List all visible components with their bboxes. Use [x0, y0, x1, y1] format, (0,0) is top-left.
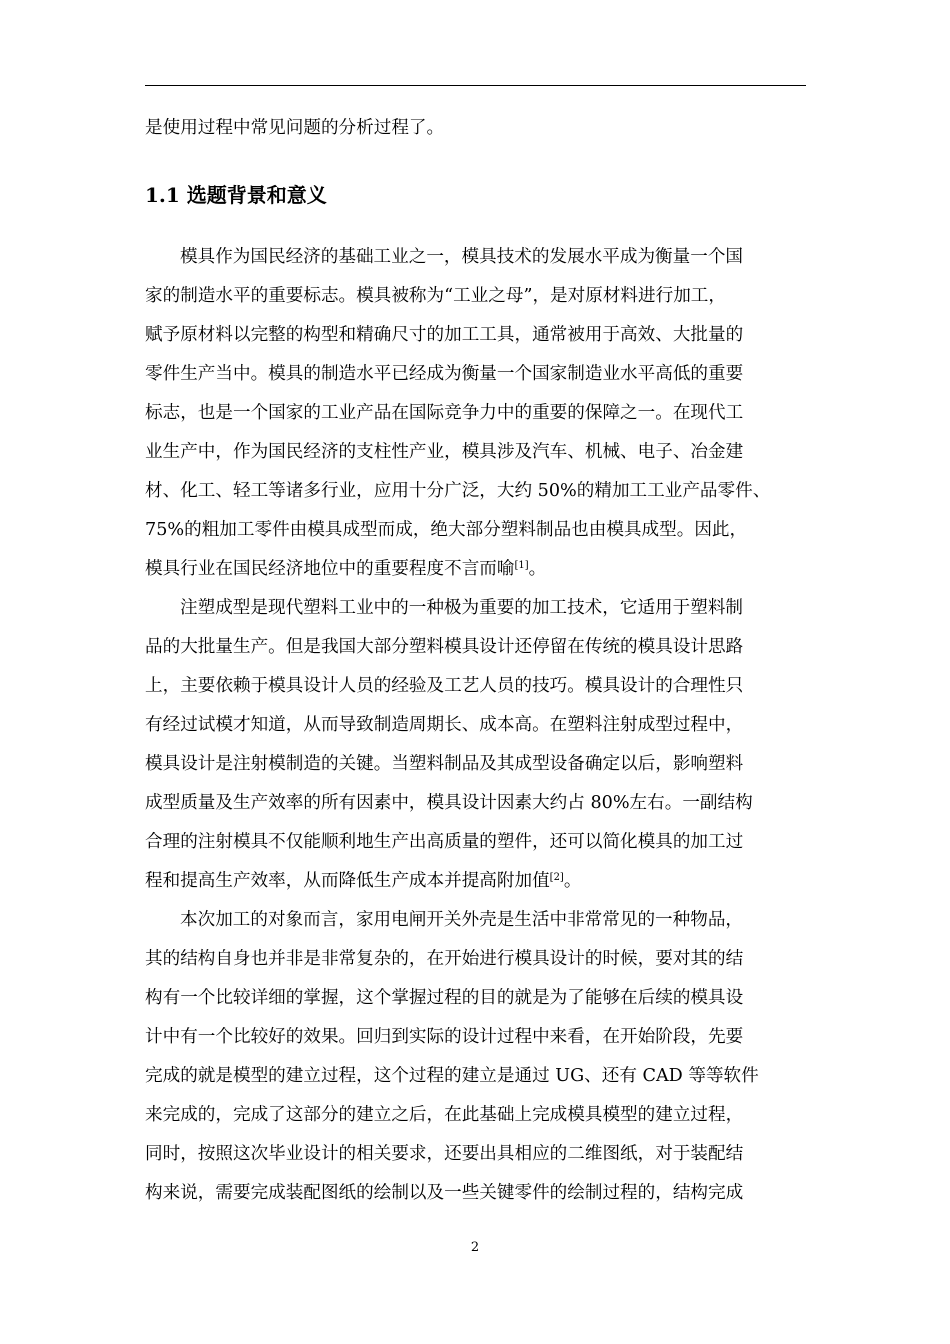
continuation-line: 是使用过程中常见问题的分析过程了。	[145, 118, 445, 138]
paragraph-line: 零件生产当中。模具的制造水平已经成为衡量一个国家制造业水平高低的重要	[145, 364, 744, 384]
paragraph-line: 模具作为国民经济的基础工业之一，模具技术的发展水平成为衡量一个国	[180, 247, 744, 267]
paragraph-end-mark: 。	[563, 871, 582, 891]
paragraph-line: 模具设计是注射模制造的关键。当塑料制品及其成型设备确定以后，影响塑料	[145, 754, 744, 774]
paragraph-line: 标志，也是一个国家的工业产品在国际竞争力中的重要的保障之一。在现代工	[145, 403, 744, 423]
paragraph-last-line	[145, 862, 808, 901]
paragraph-line: 赋予原材料以完整的构型和精确尺寸的加工工具，通常被用于高效、大批量的	[145, 325, 744, 345]
paragraph-text: 模具行业在国民经济地位中的重要程度不言而喻	[145, 559, 515, 579]
paragraph-line: 有经过试模才知道，从而导致制造周期长、成本高。在塑料注射成型过程中，	[145, 715, 744, 735]
citation-1: [1]	[514, 560, 529, 571]
paragraph-line: 材、化工、轻工等诸多行业，应用十分广泛，大约 50%的精加工工业产品零件、	[145, 481, 771, 501]
paragraph-line: 来完成的，完成了这部分的建立之后，在此基础上完成模具模型的建立过程，	[145, 1105, 744, 1125]
paragraph-line: 业生产中，作为国民经济的支柱性产业，模具涉及汽车、机械、电子、冶金建	[145, 442, 744, 462]
paragraph-line: 同时，按照这次毕业设计的相关要求，还要出具相应的二维图纸，对于装配结	[145, 1144, 744, 1164]
paragraph-line: 合理的注射模具不仅能顺利地生产出高质量的塑件，还可以简化模具的加工过	[145, 832, 744, 852]
paragraph-line: 成型质量及生产效率的所有因素中，模具设计因素大约占 80%左右。一副结构	[145, 793, 753, 813]
paragraph-line: 计中有一个比较好的效果。回归到实际的设计过程中来看，在开始阶段，先要	[145, 1027, 744, 1047]
page-number: 2	[470, 1240, 480, 1255]
paragraph-line: 家的制造水平的重要标志。模具被称为“工业之母”，是对原材料进行加工，	[145, 286, 726, 306]
paragraph-last-line	[145, 550, 808, 589]
paragraph-line: 上，主要依赖于模具设计人员的经验及工艺人员的技巧。模具设计的合理性只	[145, 676, 744, 696]
page-body	[145, 109, 808, 1213]
citation-2: [2]	[549, 872, 564, 883]
paragraph-text: 程和提高生产效率，从而降低生产成本并提高附加值	[145, 871, 550, 891]
paragraph-line: 本次加工的对象而言，家用电闸开关外壳是生活中非常常见的一种物品，	[180, 910, 744, 930]
paragraph-line: 构来说，需要完成装配图纸的绘制以及一些关键零件的绘制过程的，结构完成	[145, 1183, 744, 1203]
header-rule	[145, 85, 806, 86]
paragraph-line: 75%的粗加工零件由模具成型而成，绝大部分塑料制品也由模具成型。因此，	[145, 520, 748, 540]
section-heading: 1.1 选题背景和意义	[145, 183, 327, 207]
paragraph-line: 其的结构自身也并非是非常复杂的，在开始进行模具设计的时候，要对其的结	[145, 949, 744, 969]
paragraph-1	[145, 238, 808, 589]
paragraph-3	[145, 901, 808, 1213]
paragraph-line: 注塑成型是现代塑料工业中的一种极为重要的加工技术，它适用于塑料制	[180, 598, 744, 618]
paragraph-line: 完成的就是模型的建立过程，这个过程的建立是通过 UG、还有 CAD 等等软件	[145, 1066, 759, 1086]
paragraph-line: 品的大批量生产。但是我国大部分塑料模具设计还停留在传统的模具设计思路	[145, 637, 744, 657]
paragraph-2	[145, 589, 808, 901]
paragraph-line: 构有一个比较详细的掌握，这个掌握过程的目的就是为了能够在后续的模具设	[145, 988, 744, 1008]
paragraph-end-mark: 。	[528, 559, 547, 579]
